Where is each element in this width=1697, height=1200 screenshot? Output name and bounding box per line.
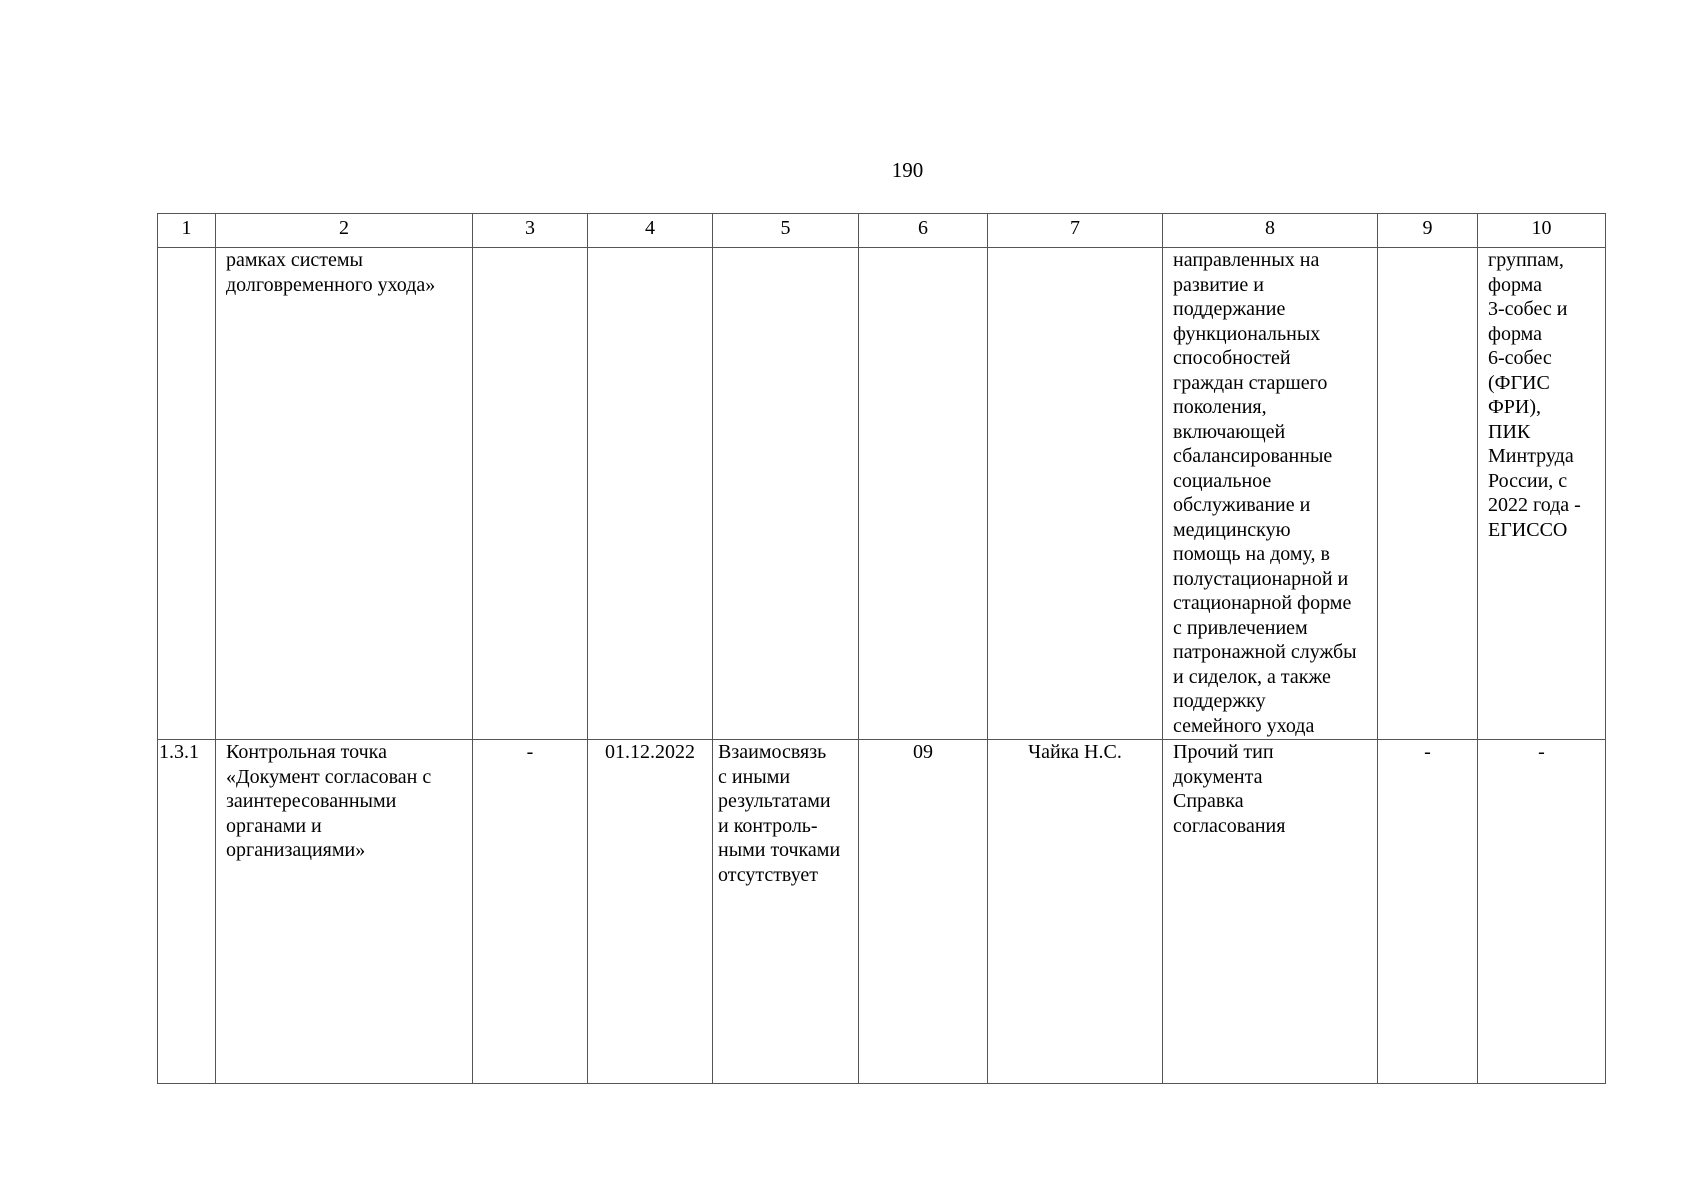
column-header: 4 xyxy=(588,214,713,248)
column-header: 3 xyxy=(473,214,588,248)
table-cell-document-type: Прочий тип документа Справка согласования xyxy=(1163,740,1378,1084)
table-cell-document-type: направленных на развитие и поддержание функциональных способностей граждан старшего поколения, включающей сбалансированные социальное обслуживание и медицинскую помощь на дому, в полустационарной и стационарной форме с привлечением патронажной службы и сиделок, а также поддержку семейного ухода xyxy=(1163,248,1378,740)
page-number: 190 xyxy=(891,158,924,182)
table-cell-name: рамках системы долговременного ухода» xyxy=(216,248,473,740)
column-header: 8 xyxy=(1163,214,1378,248)
table-header-row xyxy=(158,214,1606,248)
column-header: 6 xyxy=(859,214,988,248)
table-cell-col9: - xyxy=(1378,740,1478,1084)
table-cell-relation: Взаимосвязь с иными результатами и контроль- ными точками отсутствует xyxy=(713,740,859,1084)
table-row xyxy=(158,740,1606,1084)
table-cell-name: Контрольная точка «Документ согласован с заинтересованными органами и организациями» xyxy=(216,740,473,1084)
column-header: 9 xyxy=(1378,214,1478,248)
column-header: 10 xyxy=(1478,214,1606,248)
table-cell-relation xyxy=(713,248,859,740)
table-cell-number: 1.3.1 xyxy=(158,740,216,1084)
table-cell-responsible xyxy=(988,248,1163,740)
table-cell-col3: - xyxy=(473,740,588,1084)
table-cell-source: - xyxy=(1478,740,1606,1084)
table-cell-date xyxy=(588,248,713,740)
table-cell-source: группам, форма 3-собес и форма 6-собес (ФГИС ФРИ), ПИК Минтруда России, с 2022 года - ЕГИССО xyxy=(1478,248,1606,740)
column-header: 1 xyxy=(158,214,216,248)
table-cell-date: 01.12.2022 xyxy=(588,740,713,1084)
table-cell-col6 xyxy=(859,248,988,740)
column-header: 2 xyxy=(216,214,473,248)
table-cell-col3 xyxy=(473,248,588,740)
document-table xyxy=(157,213,1606,1084)
table-cell-responsible: Чайка Н.С. xyxy=(988,740,1163,1084)
column-header: 7 xyxy=(988,214,1163,248)
table-row xyxy=(158,248,1606,740)
table-cell-number xyxy=(158,248,216,740)
column-header: 5 xyxy=(713,214,859,248)
table-cell-col6: 09 xyxy=(859,740,988,1084)
table-cell-col9 xyxy=(1378,248,1478,740)
